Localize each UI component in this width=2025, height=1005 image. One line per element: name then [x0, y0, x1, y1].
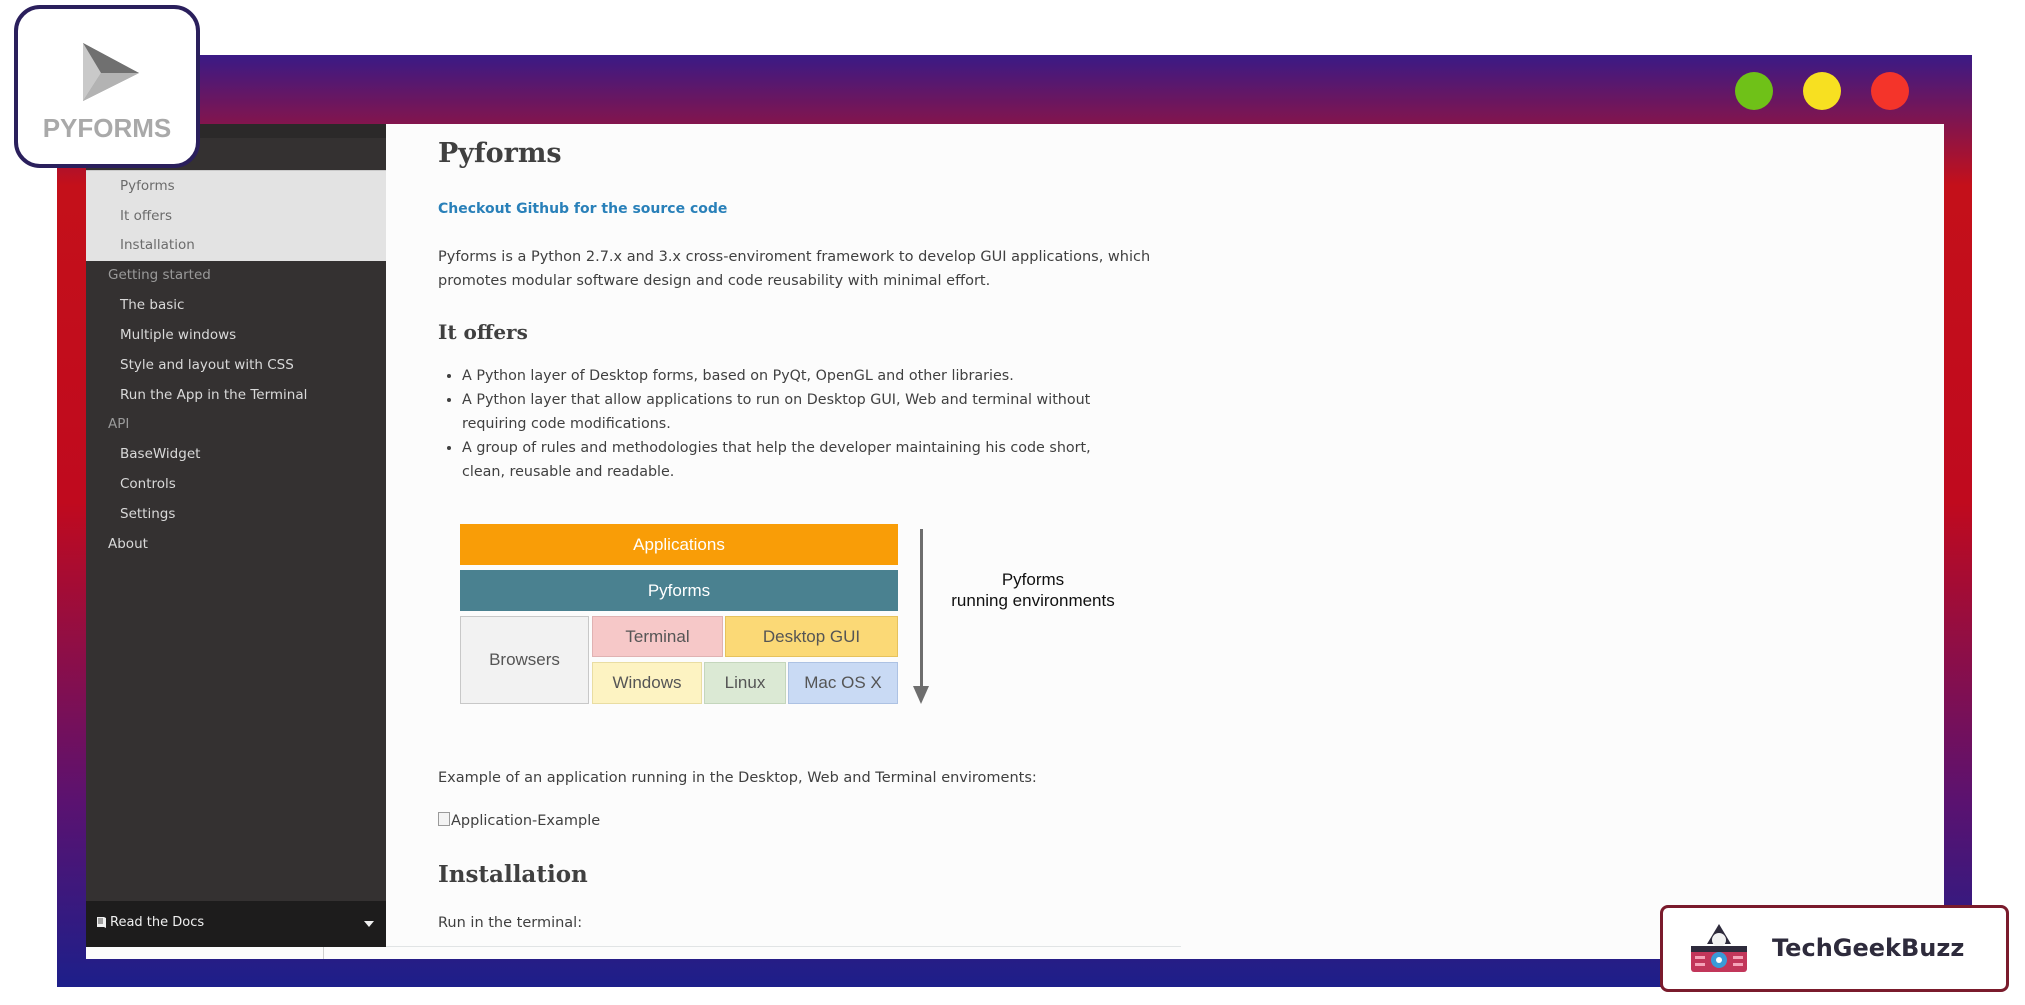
list-item: • A group of rules and methodologies that help the developer maintaining his code short, clean, reusable and readable. [462, 436, 1122, 484]
logo-text: PYFORMS [42, 113, 172, 143]
sidebar-item-controls[interactable]: Controls [120, 476, 176, 492]
sidebar-item-multiple-windows[interactable]: Multiple windows [120, 327, 237, 343]
read-the-docs-label: Read the Docs [110, 915, 205, 930]
book-icon [96, 916, 107, 929]
list-item: • A Python layer of Desktop forms, based on PyQt, OpenGL and other libraries. [462, 364, 1122, 388]
list-item: • A Python layer that allow applications to run on Desktop GUI, Web and terminal without requiring code modifications. [462, 388, 1122, 436]
sidebar-item-it-offers[interactable]: It offers [120, 208, 173, 224]
techgeekbuzz-badge [1660, 905, 2009, 992]
techgeekbuzz-text: TechGeekBuzz [1772, 934, 1965, 962]
sidebar-item-style-layout-css[interactable]: Style and layout with CSS [120, 357, 294, 373]
play-logo-icon [77, 39, 143, 105]
intro-line-1: Pyforms is a Python 2.7.x and 3.x cross-enviroment framework to develop GUI applications, which [438, 249, 1151, 265]
diagram-desktop-gui: Desktop GUI [725, 616, 898, 657]
arrow-label-line-1: Pyforms [1001, 570, 1065, 589]
arrow-label-line-2: running environments [951, 591, 1115, 610]
diagram-windows: Windows [592, 662, 702, 704]
green-window-dot[interactable] [1735, 72, 1773, 110]
installation-heading: Installation [438, 861, 588, 888]
sidebar-item-pyforms[interactable]: Pyforms [120, 178, 175, 194]
sidebar-item-basewidget[interactable]: BaseWidget [120, 446, 201, 462]
sidebar-item-installation[interactable]: Installation [120, 237, 195, 253]
arrow-down-icon [920, 529, 923, 689]
page-title: Pyforms [438, 138, 562, 169]
diagram-macos: Mac OS X [788, 662, 898, 704]
github-link[interactable]: Checkout Github for the source code [438, 201, 728, 217]
diagram-arrow-label [938, 569, 1128, 611]
sidebar-item-settings[interactable]: Settings [120, 506, 176, 522]
offers-list [438, 364, 1122, 484]
sidebar-item-about[interactable]: About [108, 536, 148, 552]
sidebar-item-the-basic[interactable]: The basic [120, 297, 185, 313]
red-window-dot[interactable] [1871, 72, 1909, 110]
diagram-terminal: Terminal [592, 616, 723, 657]
application-example-image [438, 812, 600, 829]
sidebar-caption-getting-started[interactable]: Getting started [108, 267, 211, 283]
hacker-mascot-icon [1689, 922, 1749, 978]
docs-window [86, 124, 1944, 959]
intro-line-2: promotes modular software design and code reusability with minimal effort. [438, 273, 991, 289]
divider [323, 947, 324, 959]
sidebar-item-run-terminal[interactable]: Run the App in the Terminal [120, 387, 308, 403]
offers-heading: It offers [438, 320, 528, 344]
diagram-applications: Applications [460, 524, 898, 565]
broken-image-alt: Application-Example [451, 813, 601, 829]
diagram-linux: Linux [704, 662, 786, 704]
diagram-pyforms: Pyforms [460, 570, 898, 611]
broken-image-icon [438, 812, 450, 826]
yellow-window-dot[interactable] [1803, 72, 1841, 110]
pyforms-logo [14, 5, 200, 168]
architecture-diagram [460, 524, 1120, 844]
example-text: Example of an application running in the Desktop, Web and Terminal enviroments: [438, 770, 1037, 786]
sidebar-footer [86, 947, 386, 959]
caret-down-icon[interactable] [364, 921, 374, 927]
diagram-browsers: Browsers [460, 616, 589, 704]
divider [386, 946, 1181, 947]
run-text: Run in the terminal: [438, 915, 583, 931]
sidebar [86, 124, 386, 959]
arrow-head-icon [913, 686, 929, 704]
sidebar-caption-api[interactable]: API [108, 416, 130, 432]
read-the-docs-bar[interactable] [86, 901, 386, 947]
